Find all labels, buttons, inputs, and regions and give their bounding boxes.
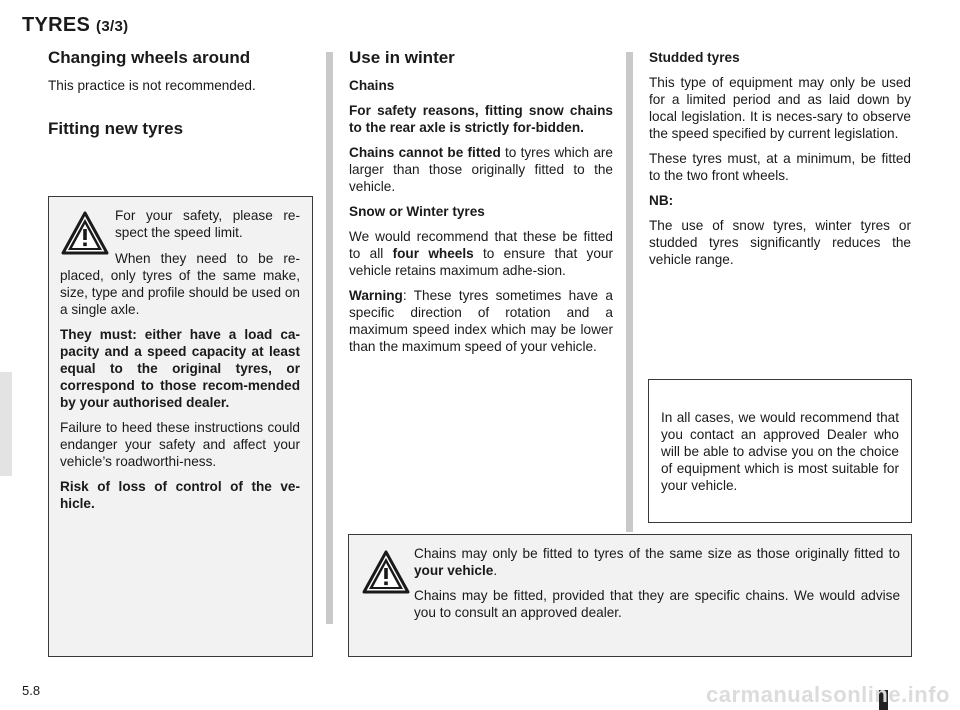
left-column — [48, 48, 310, 139]
snow-text-b: to ensure that your vehicle retains maximum adhe-sion. — [349, 246, 613, 278]
warning-p5: Risk of loss of control of the ve-hicle. — [60, 479, 300, 511]
bottom-warning-p2: Chains may be fitted, provided that they are specific chains. We would advise you to consult an approved dealer. — [414, 588, 900, 620]
snow-text-bold: four wheels — [392, 246, 474, 261]
fitting-heading: Fitting new tyres — [48, 119, 184, 138]
studded-label: Studded tyres — [649, 50, 740, 65]
page-number: 5.8 — [22, 683, 41, 698]
right-column — [649, 49, 911, 276]
title-text: TYRES — [22, 14, 91, 36]
bottom-warning-p1-bold: your vehicle — [414, 563, 494, 578]
bottom-warning-p1-b: . — [493, 563, 498, 578]
studded-p1: This type of equipment may only be used for a limited period and as laid down by local legislation. It is neces-sary to observe the speed specified by current legislation. — [649, 75, 911, 141]
chains-label: Chains — [349, 78, 395, 93]
chains-size-text — [349, 144, 613, 195]
dealer-note-box — [648, 379, 912, 523]
chains-warning-text: For safety reasons, fitting snow chains to the rear axle is strictly for-bidden. — [349, 103, 613, 135]
warning-p4: Failure to heed these instructions could endanger your safety and affect your vehicle’s roadworthi-ness. — [60, 420, 300, 469]
snow-label: Snow or Winter tyres — [349, 204, 485, 219]
snow-text — [349, 228, 613, 279]
warning-rest: : These tyres sometimes have a specific direction of rotation and a maximum speed index which may be lower than the maximum speed of your vehicle. — [349, 288, 613, 354]
studded-p2: These tyres must, at a minimum, be fitted to the two front wheels. — [649, 151, 911, 183]
safety-warning-box — [48, 196, 313, 657]
middle-column — [349, 48, 613, 363]
changing-text: This practice is not recommended. — [48, 78, 256, 93]
warning-p1: For your safety, please re-spect the speed limit. — [115, 208, 300, 240]
chains-warning-box — [348, 534, 912, 657]
nb-text: The use of snow tyres, winter tyres or studded tyres significantly reduces the vehicle range. — [649, 218, 911, 267]
column-divider — [326, 52, 333, 624]
dealer-note-text: In all cases, we would recommend that you contact an approved Dealer who will be able to advise you on the choice of equipment which is most suitable for your vehicle. — [661, 410, 899, 493]
warning-triangle-icon — [361, 548, 411, 603]
winter-heading: Use in winter — [349, 48, 455, 67]
warning-text — [349, 287, 613, 355]
page-title — [22, 14, 128, 37]
bottom-warning-p1-a: Chains may only be fitted to tyres of the same size as those originally fitted to — [414, 546, 900, 561]
snow-text-a: We would recommend that these be fitted to all — [349, 229, 613, 261]
nb-label: NB: — [649, 193, 674, 208]
warning-p2: When they need to be re-placed, only tyres of the same make, size, type and profile should be used on a single axle. — [60, 251, 300, 317]
chains-cannot-rest: to tyres which are larger than those originally fitted to the vehicle. — [349, 145, 613, 194]
bottom-warning-p1 — [414, 545, 900, 579]
column-divider — [626, 52, 633, 532]
changing-heading: Changing wheels around — [48, 48, 251, 67]
warning-p3: They must: either have a load ca-pacity and a speed capacity at least equal to the original tyres, or correspond to those recom-mended by your authorised dealer. — [60, 327, 300, 410]
watermark: carmanualsonline.info — [706, 682, 950, 707]
chains-cannot-bold: Chains cannot be fitted — [349, 145, 501, 160]
title-part: (3/3) — [96, 18, 129, 35]
chapter-tab — [0, 372, 12, 476]
warning-label: Warning — [349, 288, 403, 303]
